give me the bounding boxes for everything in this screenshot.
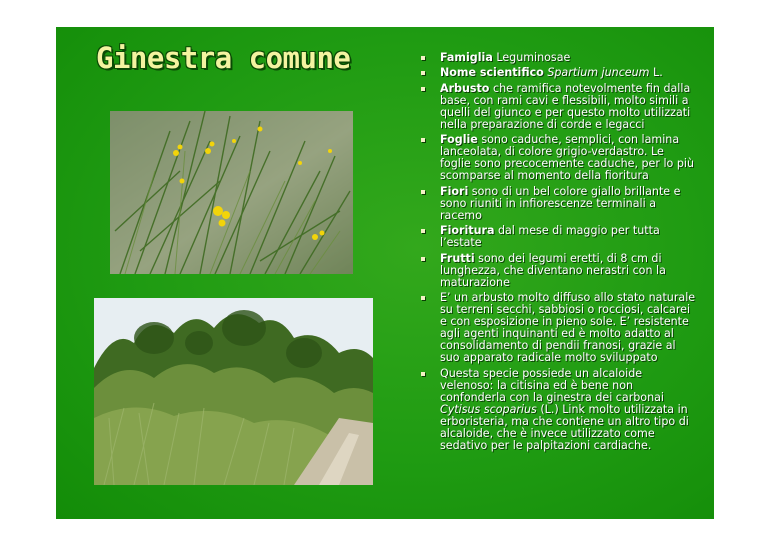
slide-title: Ginestra comune <box>96 41 351 75</box>
description-list <box>418 52 698 456</box>
bullet-nome-scientifico: Nome scientifico Spartium junceum L. <box>418 67 698 79</box>
bullet-frutti: Frutti sono dei legumi eretti, di 8 cm di lunghezza, che diventano nerastri con la maturazione <box>418 253 698 289</box>
slide <box>56 27 714 519</box>
bullet-arbusto: Arbusto che ramifica notevolmente fin dalla base, con rami cavi e flessibili, molto simili a quelli del giunco e per questo molto utilizzati nella preparazione di corde e legacci <box>418 83 698 131</box>
ginestra-shrubland-photo <box>94 298 373 485</box>
bullet-famiglia: Famiglia Leguminosae <box>418 52 698 64</box>
ginestra-flowers-photo <box>110 111 353 274</box>
bullet-habitat: E’ un arbusto molto diffuso allo stato naturale su terreni secchi, sabbiosi o rocciosi, calcarei e con esposizione in pieno sole. E’ resistente agli agenti inquinanti ed è molto adatto al consolidamento di pendii franosi, grazie al suo apparato radicale molto sviluppato <box>418 292 698 365</box>
bullet-foglie: Foglie sono caduche, semplici, con lamina lanceolata, di colore grigio-verdastro. Le foglie sono precocemente caduche, per lo più scomparse al momento della fioritura <box>418 134 698 182</box>
bullet-fiori: Fiori sono di un bel colore giallo brillante e sono riuniti in infiorescenze terminali a racemo <box>418 186 698 222</box>
bullet-fioritura: Fioritura dal mese di maggio per tutta l’estate <box>418 225 698 249</box>
bullet-alcaloide: Questa specie possiede un alcaloide velenoso: la citisina ed è bene non confonderla con la ginestra dei carbonai Cytisus scoparius (L.) Link molto utilizzata in erboristeria, ma che contiene un altro tipo di alcaloide, che è invece utilizzato come sedativo per le palpitazioni cardiache. <box>418 368 698 453</box>
